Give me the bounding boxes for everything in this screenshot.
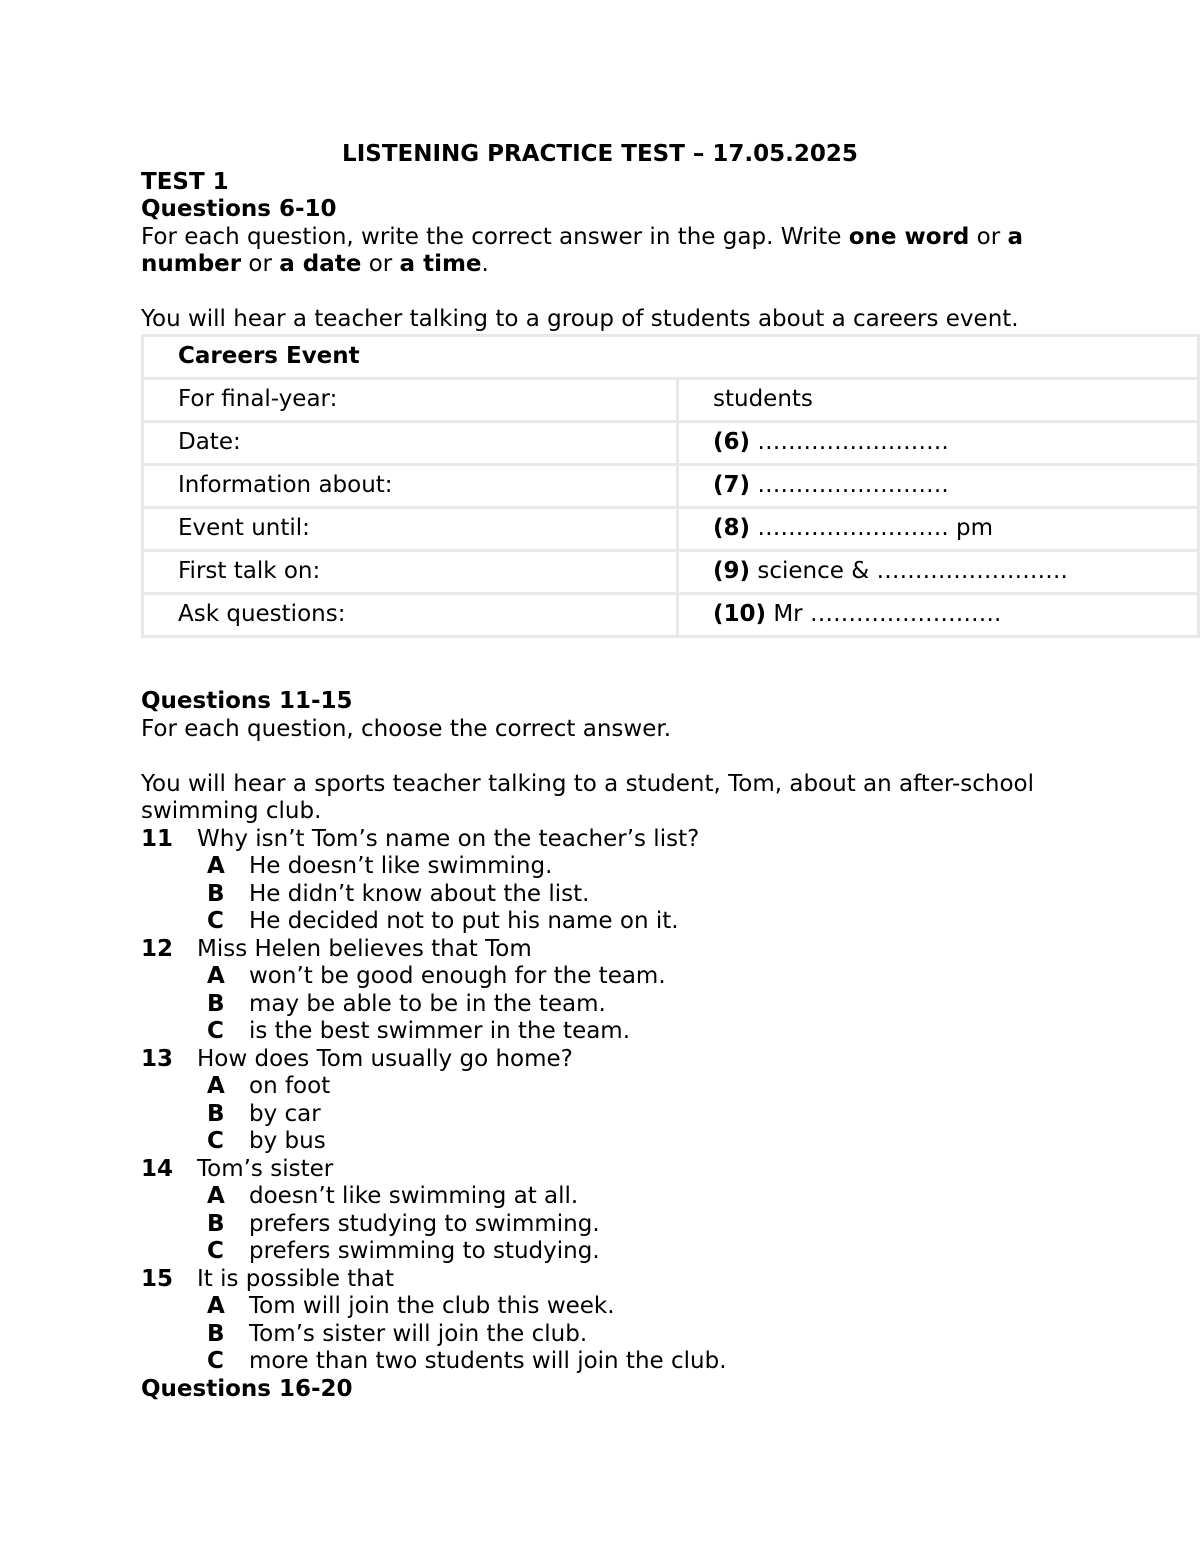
intro-6-10: You will hear a teacher talking to a group of students about a careers event. <box>141 306 1019 332</box>
question-text: How does Tom usually go home? <box>197 1045 573 1072</box>
intro-11-15: You will hear a sports teacher talking to a student, Tom, about an after-school swimming club. <box>141 770 1034 824</box>
option-text: may be able to be in the team. <box>249 990 606 1017</box>
page-title: LISTENING PRACTICE TEST – 17.05.2025 <box>342 141 858 167</box>
question-11 <box>141 826 1141 936</box>
question-14 <box>141 1156 1141 1266</box>
option-letter: C <box>207 908 224 934</box>
option-a[interactable] <box>141 963 1141 991</box>
instructions-6-10: For each question, write the correct answer in the gap. Write one word or a number or a date or a time. <box>141 223 1024 277</box>
option-a[interactable] <box>141 853 1141 881</box>
option-b[interactable] <box>141 1101 1141 1129</box>
row-value: (7) ……………………. <box>678 465 1199 508</box>
row-value: (9) science & ……………………. <box>678 551 1199 594</box>
section-heading-16-20: Questions 16-20 <box>141 1375 353 1402</box>
option-text: by car <box>249 1100 321 1127</box>
option-letter: B <box>207 1100 225 1127</box>
option-letter: A <box>207 1073 225 1099</box>
section-heading-6-10: Questions 6-10 <box>141 196 337 222</box>
option-text: more than two students will join the club. <box>249 1348 727 1374</box>
option-c[interactable] <box>141 1128 1141 1156</box>
option-letter: B <box>207 990 225 1017</box>
table-row <box>143 422 1199 465</box>
option-text: by bus <box>249 1128 326 1154</box>
option-text: won’t be good enough for the team. <box>249 963 666 989</box>
option-text: is the best swimmer in the team. <box>249 1018 631 1044</box>
test-label: TEST 1 <box>141 168 229 195</box>
option-c[interactable] <box>141 1348 1141 1376</box>
option-c[interactable] <box>141 908 1141 936</box>
option-letter: A <box>207 1183 225 1209</box>
option-text: prefers swimming to studying. <box>249 1238 600 1264</box>
option-text: He doesn’t like swimming. <box>249 853 553 879</box>
option-letter: A <box>207 963 225 989</box>
option-c[interactable] <box>141 1018 1141 1046</box>
option-text: prefers studying to swimming. <box>249 1210 600 1237</box>
option-text: Tom will join the club this week. <box>249 1293 615 1319</box>
row-value: (6) ……………………. <box>678 422 1199 465</box>
option-a[interactable] <box>141 1293 1141 1321</box>
option-b[interactable] <box>141 1211 1141 1239</box>
row-value: students <box>678 379 1199 422</box>
question-text: Miss Helen believes that Tom <box>197 935 532 962</box>
option-text: He decided not to put his name on it. <box>249 908 679 934</box>
table-row <box>143 594 1199 637</box>
table-row <box>143 508 1199 551</box>
table-title-row <box>143 336 1199 379</box>
option-b[interactable] <box>141 1321 1141 1349</box>
option-a[interactable] <box>141 1183 1141 1211</box>
option-letter: A <box>207 853 225 879</box>
row-value: (8) ……………………. pm <box>678 508 1199 551</box>
row-label: Date: <box>143 422 678 465</box>
question-number: 15 <box>141 1265 174 1292</box>
table-title: Careers Event <box>143 336 1199 379</box>
row-label: For final-year: <box>143 379 678 422</box>
question-number: 12 <box>141 935 174 962</box>
option-letter: A <box>207 1293 225 1319</box>
instructions-11-15: For each question, choose the correct answer. <box>141 715 671 742</box>
row-label: First talk on: <box>143 551 678 594</box>
option-b[interactable] <box>141 991 1141 1019</box>
option-text: doesn’t like swimming at all. <box>249 1183 579 1209</box>
option-letter: B <box>207 1210 225 1237</box>
question-text: Tom’s sister <box>197 1155 334 1182</box>
question-13 <box>141 1046 1141 1156</box>
question-number: 14 <box>141 1155 174 1182</box>
option-letter: C <box>207 1128 224 1154</box>
question-number: 13 <box>141 1045 174 1072</box>
question-12 <box>141 936 1141 1046</box>
option-letter: B <box>207 880 225 907</box>
row-value: (10) Mr ……………………. <box>678 594 1199 637</box>
option-letter: C <box>207 1018 224 1044</box>
option-a[interactable] <box>141 1073 1141 1101</box>
question-text: It is possible that <box>197 1265 394 1292</box>
careers-event-table <box>141 334 1200 638</box>
row-label: Ask questions: <box>143 594 678 637</box>
option-text: He didn’t know about the list. <box>249 880 590 907</box>
table-row <box>143 465 1199 508</box>
table-row <box>143 551 1199 594</box>
option-text: Tom’s sister will join the club. <box>249 1320 588 1347</box>
document-page <box>141 141 1200 334</box>
row-label: Event until: <box>143 508 678 551</box>
row-label: Information about: <box>143 465 678 508</box>
question-text: Why isn’t Tom’s name on the teacher’s list? <box>197 825 700 852</box>
section-heading-11-15: Questions 11-15 <box>141 688 353 714</box>
option-c[interactable] <box>141 1238 1141 1266</box>
option-letter: B <box>207 1320 225 1347</box>
option-letter: C <box>207 1238 224 1264</box>
option-letter: C <box>207 1348 224 1374</box>
option-b[interactable] <box>141 881 1141 909</box>
question-number: 11 <box>141 825 174 852</box>
table-row <box>143 379 1199 422</box>
option-text: on foot <box>249 1073 331 1099</box>
section-11-15 <box>141 688 1141 1403</box>
question-15 <box>141 1266 1141 1376</box>
